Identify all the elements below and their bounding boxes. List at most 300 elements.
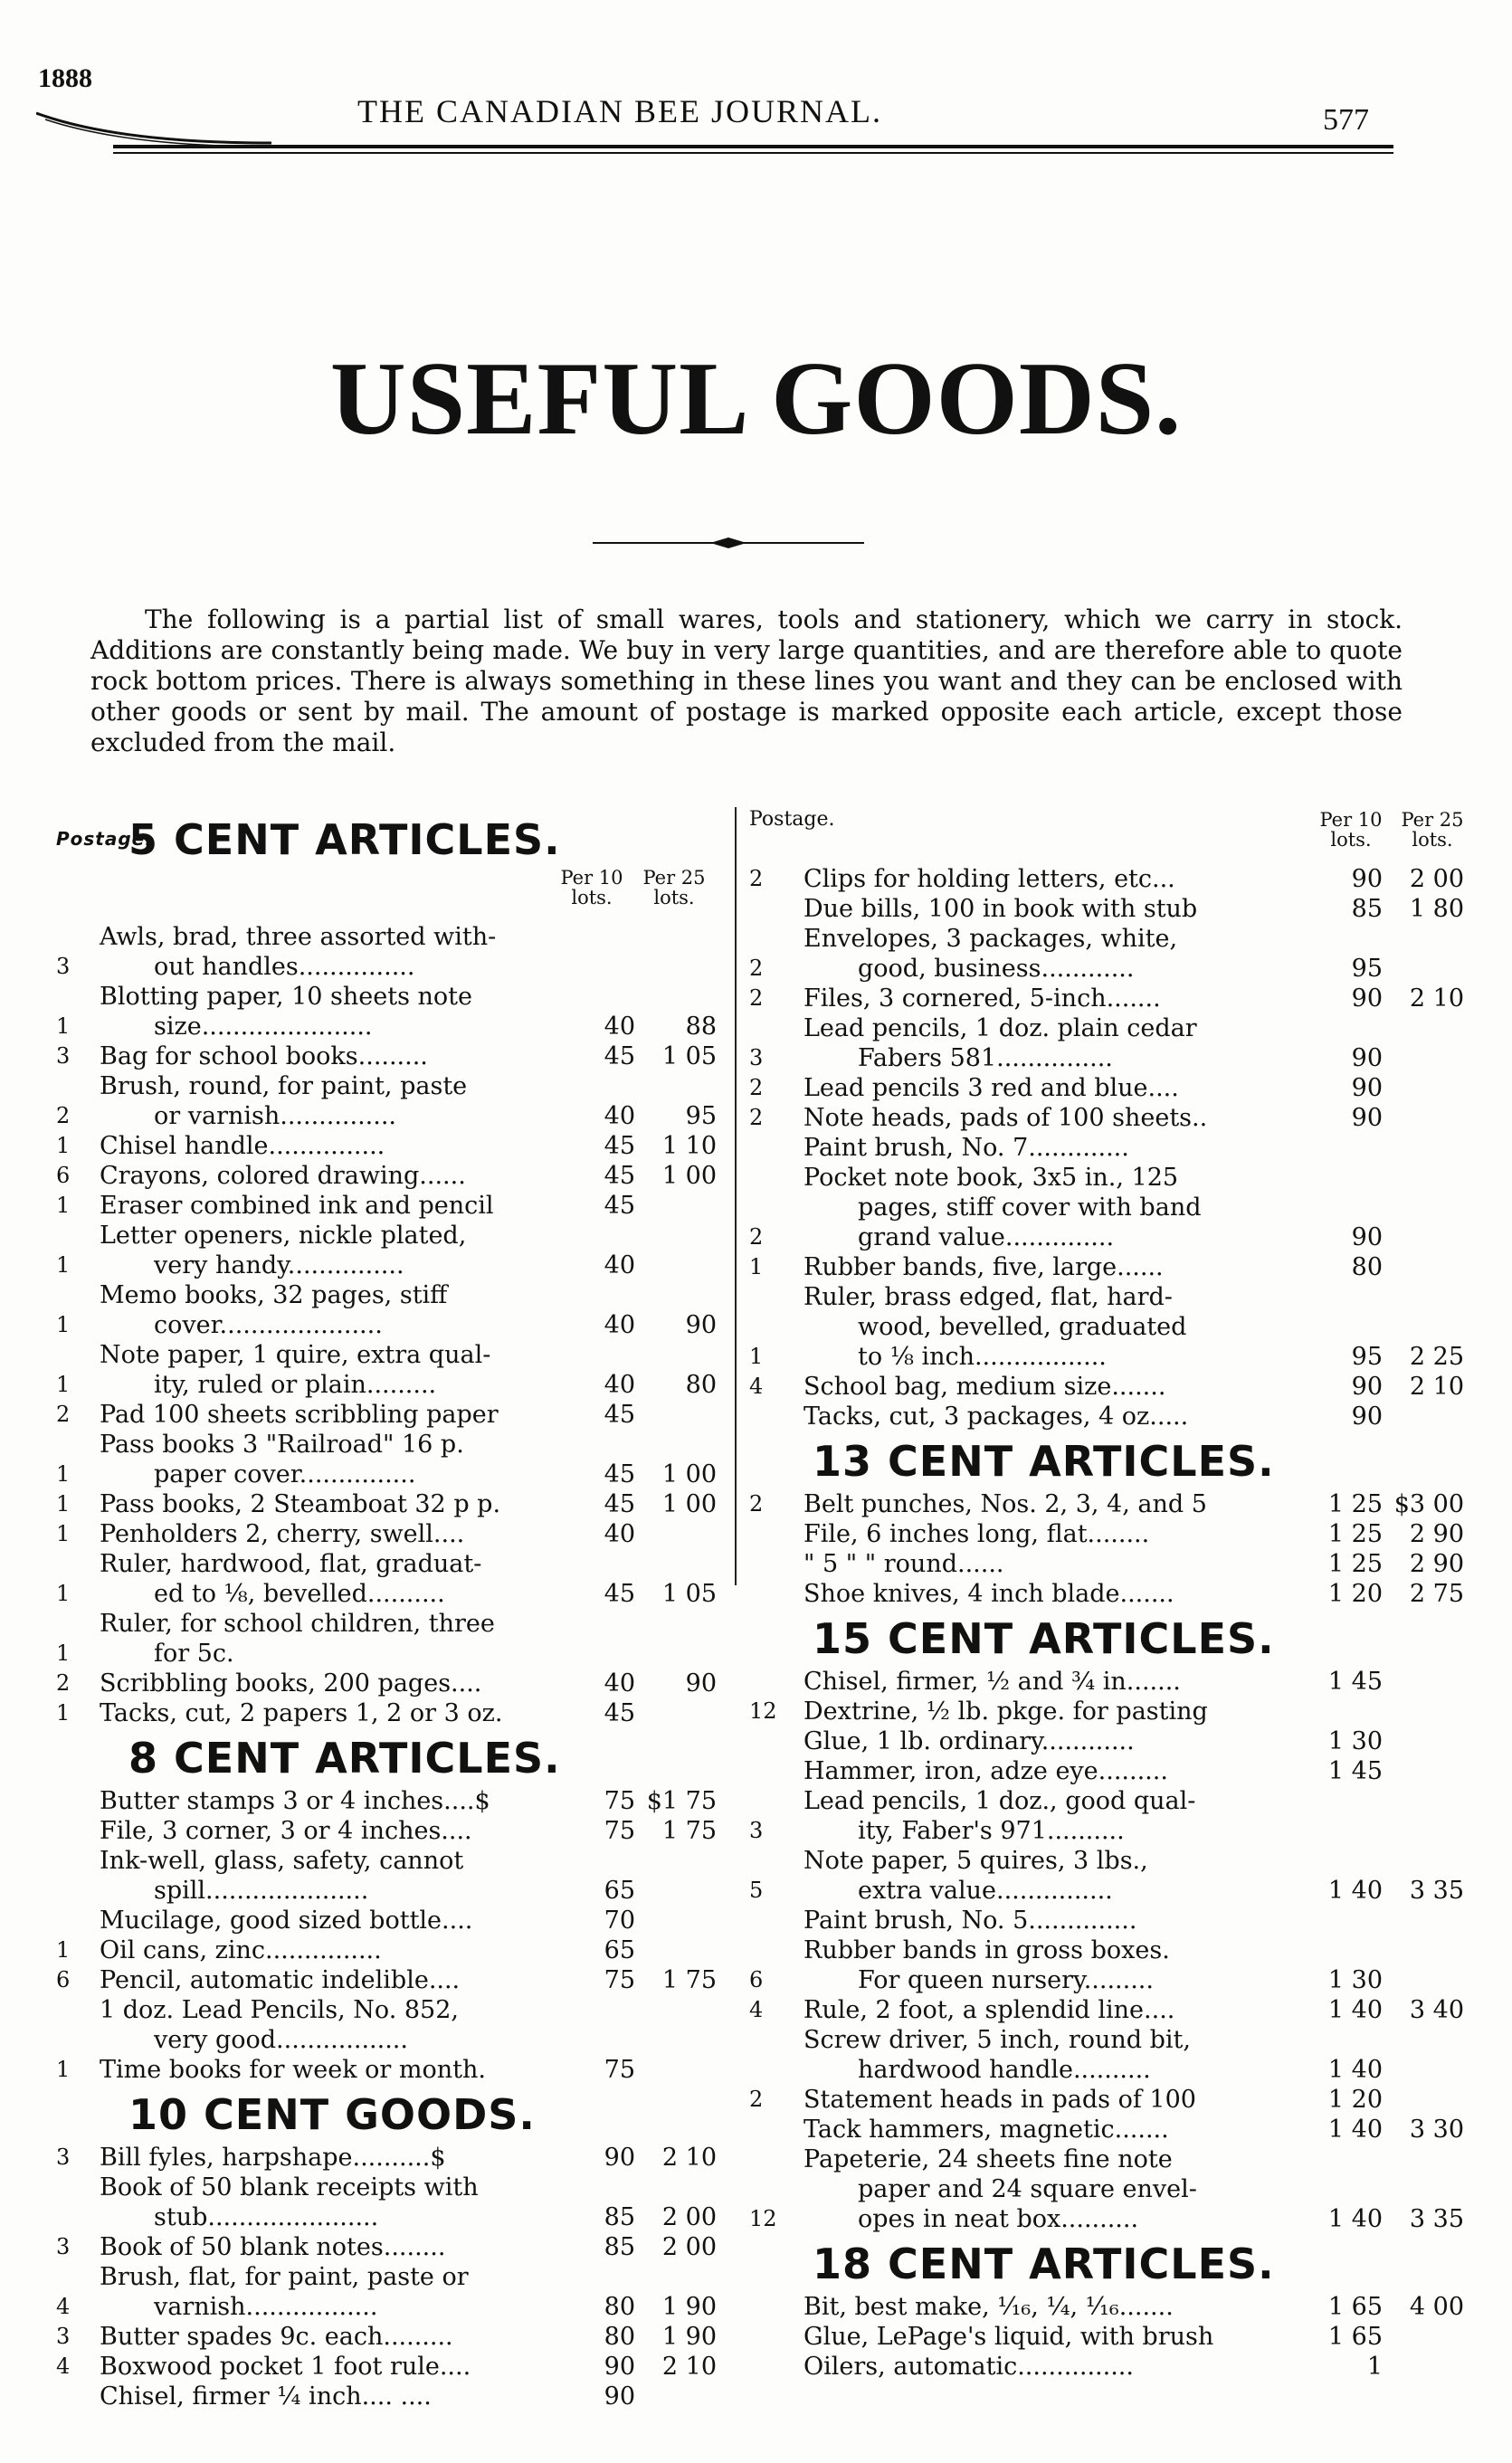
- item-text: Envelopes, 3 packages, white,: [804, 925, 1178, 953]
- postage-value: 2: [749, 1224, 764, 1250]
- item-text: " 5 " " round......: [804, 1550, 1004, 1578]
- list-item: [749, 1252, 1473, 1282]
- item-description: [804, 1103, 1310, 1133]
- price-per-10: 95: [1351, 955, 1383, 983]
- price-per-25: 1 00: [661, 1490, 717, 1518]
- list-item: [56, 2055, 726, 2085]
- item-text: Ruler, for school children, three: [100, 1610, 495, 1638]
- item-description: [804, 1697, 1310, 1726]
- list-5-cent: [56, 922, 726, 1728]
- postage-value: 3: [56, 2144, 71, 2170]
- list-item: [749, 1667, 1473, 1697]
- postage-value: 1: [56, 1521, 71, 1546]
- item-description: [100, 1906, 565, 1935]
- price-per-10: 90: [1351, 1223, 1383, 1251]
- item-text: Hammer, iron, adze eye.........: [804, 1757, 1168, 1785]
- price-per-25: 80: [685, 1371, 717, 1399]
- item-text: Letter openers, nickle plated,: [100, 1222, 467, 1250]
- list-item: [56, 1221, 726, 1280]
- postage-value: 2: [56, 1402, 71, 1427]
- item-description: [100, 1786, 565, 1816]
- price-per-25: 3 30: [1409, 2116, 1464, 2144]
- header-swoosh: [36, 109, 271, 145]
- postage-value: 1: [56, 1640, 71, 1666]
- item-description: [804, 2085, 1310, 2115]
- price-per-10: 1: [1366, 2353, 1383, 2381]
- item-description: [100, 1221, 565, 1280]
- item-text: Oil cans, zinc...............: [100, 1936, 382, 1964]
- item-text: Chisel, firmer ¼ inch.... ....: [100, 2382, 432, 2411]
- item-text: Ink-well, glass, safety, cannot: [100, 1847, 464, 1875]
- price-per-10: 85: [604, 2203, 635, 2231]
- list-item: [56, 1816, 726, 1846]
- price-per-10: 75: [604, 1787, 635, 1815]
- item-text: Eraser combined ink and pencil: [100, 1192, 494, 1220]
- item-text-continued: good, business............: [858, 955, 1135, 983]
- header-rule: [113, 145, 1393, 148]
- item-text: Awls, brad, three assorted with-: [100, 923, 497, 951]
- item-description: [100, 1609, 565, 1669]
- list-item: [56, 1549, 726, 1609]
- price-per-10: 1 40: [1327, 1877, 1383, 1905]
- item-text: Glue, 1 lb. ordinary............: [804, 1727, 1135, 1755]
- price-per-10: 1 45: [1327, 1668, 1383, 1696]
- item-text-continued: wood, bevelled, graduated: [858, 1313, 1187, 1341]
- item-description: [100, 1400, 565, 1430]
- postage-value: 1: [56, 1700, 71, 1726]
- item-description: [100, 1995, 565, 2055]
- price-per-10: 75: [604, 2056, 635, 2084]
- price-per-25: 1 00: [661, 1460, 717, 1488]
- list-item: [749, 1402, 1473, 1431]
- price-per-10: 75: [604, 1966, 635, 1994]
- list-item: [749, 1995, 1473, 2025]
- price-per-10: 40: [604, 1251, 635, 1279]
- list-item: [749, 1013, 1473, 1073]
- price-per-25: 2 00: [1409, 865, 1464, 893]
- header-year: 1888: [38, 63, 92, 93]
- price-per-10: 65: [604, 1936, 635, 1964]
- postage-value: 2: [749, 1491, 764, 1517]
- item-description: [100, 1131, 565, 1161]
- list-item: [749, 2292, 1473, 2322]
- item-text-continued: size......................: [154, 1013, 373, 1041]
- item-description: [100, 2143, 565, 2173]
- price-per-25: 2 00: [661, 2233, 717, 2261]
- item-text: Clips for holding letters, etc...: [804, 865, 1175, 893]
- item-description: [100, 1816, 565, 1846]
- list-item: [56, 1191, 726, 1221]
- postage-value: 1: [56, 1312, 71, 1337]
- list-item: [749, 2085, 1473, 2115]
- item-description: [804, 1372, 1310, 1402]
- list-item: [56, 2173, 726, 2232]
- postage-value: 1: [56, 1937, 71, 1963]
- per10-heading-right: Per 10 lots.: [1319, 809, 1383, 851]
- item-description: [804, 1549, 1310, 1579]
- postage-value: 12: [749, 1698, 777, 1724]
- price-per-10: 1 65: [1327, 2293, 1383, 2321]
- list-item: [56, 1846, 726, 1906]
- list-item: [749, 1163, 1473, 1252]
- item-text: Memo books, 32 pages, stiff: [100, 1281, 448, 1309]
- postage-value: 2: [749, 866, 764, 891]
- list-item: [749, 1579, 1473, 1609]
- item-description: [804, 894, 1310, 924]
- item-description: [100, 2382, 565, 2411]
- section-heading-18-cent: 18 CENT ARTICLES.: [813, 2240, 1275, 2288]
- item-description: [100, 2352, 565, 2382]
- item-text: Brush, round, for paint, paste: [100, 1072, 468, 1100]
- item-text-continued: paper and 24 square envel-: [858, 2175, 1197, 2203]
- section-heading-5-cent: Postage. 5 CENT ARTICLES.: [56, 815, 561, 864]
- item-description: [804, 864, 1310, 894]
- per25-heading: Per 25 lots.: [642, 867, 706, 908]
- list-item: [749, 1726, 1473, 1756]
- item-description: [804, 1252, 1310, 1282]
- item-description: [100, 1489, 565, 1519]
- list-item: [749, 894, 1473, 924]
- list-item: [56, 1400, 726, 1430]
- item-text-continued: ity, Faber's 971..........: [858, 1817, 1125, 1845]
- item-description: [804, 1013, 1310, 1073]
- item-description: [100, 1846, 565, 1906]
- price-per-25: 2 90: [1409, 1520, 1464, 1548]
- postage-value: 3: [56, 2234, 71, 2259]
- item-text: Dextrine, ½ lb. pkge. for pasting: [804, 1697, 1208, 1726]
- postage-value: 1: [56, 1372, 71, 1397]
- price-per-25: 1 90: [661, 2293, 717, 2321]
- header-rule-thin: [113, 152, 1393, 154]
- list-item: [749, 1073, 1473, 1103]
- postage-label-right: Postage.: [749, 808, 835, 831]
- price-per-10: 75: [604, 1817, 635, 1845]
- item-text: Pass books 3 "Railroad" 16 p.: [100, 1431, 464, 1459]
- list-item: [749, 1846, 1473, 1906]
- price-per-10: 90: [1351, 984, 1383, 1013]
- item-text: Rubber bands in gross boxes.: [804, 1936, 1170, 1964]
- postage-value: 3: [56, 954, 71, 979]
- item-description: [804, 2352, 1310, 2382]
- price-per-10: 45: [604, 1042, 635, 1070]
- list-8-cent: [56, 1786, 726, 2085]
- item-text: Book of 50 blank receipts with: [100, 2173, 479, 2201]
- column-divider: [735, 807, 737, 1585]
- price-per-10: 1 65: [1327, 2323, 1383, 2351]
- price-per-10: 45: [604, 1192, 635, 1220]
- page-title: USEFUL GOODS.: [329, 341, 1183, 457]
- list-item: [56, 1609, 726, 1669]
- item-text: Oilers, automatic...............: [804, 2353, 1134, 2381]
- list-misc: [749, 864, 1473, 1431]
- price-per-10: 90: [1351, 1074, 1383, 1102]
- item-text: Screw driver, 5 inch, round bit,: [804, 2026, 1191, 2054]
- price-per-10: 95: [1351, 1343, 1383, 1371]
- list-18-cent: [749, 2292, 1473, 2382]
- item-description: [100, 1935, 565, 1965]
- postage-value: 12: [749, 2206, 777, 2231]
- price-per-10: 45: [604, 1699, 635, 1727]
- page-number: 577: [1323, 103, 1369, 137]
- item-text: Pass books, 2 Steamboat 32 p p.: [100, 1490, 501, 1518]
- item-description: [100, 2262, 565, 2322]
- item-description: [804, 1726, 1310, 1756]
- list-item: [56, 2143, 726, 2173]
- list-item: [56, 1519, 726, 1549]
- list-13-cent: [749, 1489, 1473, 1609]
- postage-value: 6: [749, 1967, 764, 1992]
- price-per-10: 40: [604, 1013, 635, 1041]
- item-text: Blotting paper, 10 sheets note: [100, 983, 472, 1011]
- list-item: [56, 1906, 726, 1935]
- item-description: [100, 2055, 565, 2085]
- item-text: Mucilage, good sized bottle....: [100, 1907, 473, 1935]
- list-item: [749, 1103, 1473, 1133]
- item-text-continued: For queen nursery.........: [858, 1966, 1154, 1994]
- item-text: Tacks, cut, 2 papers 1, 2 or 3 oz.: [100, 1699, 503, 1727]
- item-text: Ruler, hardwood, flat, graduat-: [100, 1550, 482, 1578]
- section-heading-15-cent: 15 CENT ARTICLES.: [813, 1614, 1275, 1663]
- postage-value: 4: [749, 1997, 764, 2022]
- item-text: Scribbling books, 200 pages....: [100, 1669, 482, 1697]
- item-text: Chisel, firmer, ½ and ¾ in.......: [804, 1668, 1181, 1696]
- list-item: [56, 1669, 726, 1698]
- price-per-10: 1 25: [1327, 1520, 1383, 1548]
- item-text: Bill fyles, harpshape..........$: [100, 2144, 446, 2172]
- price-per-10: 90: [604, 2382, 635, 2411]
- postage-value: 6: [56, 1967, 71, 1992]
- item-text: Papeterie, 24 sheets fine note: [804, 2145, 1173, 2173]
- list-item: [749, 1786, 1473, 1846]
- item-text: Time books for week or month.: [100, 2056, 486, 2084]
- postage-value: 1: [56, 1581, 71, 1606]
- price-per-25: $3 00: [1393, 1490, 1464, 1518]
- postage-value: 6: [56, 1163, 71, 1188]
- price-per-10: 90: [1351, 1373, 1383, 1401]
- item-description: [100, 1519, 565, 1549]
- list-item: [749, 984, 1473, 1013]
- section-heading-8-cent: 8 CENT ARTICLES.: [128, 1734, 561, 1783]
- price-per-10: 1 25: [1327, 1550, 1383, 1578]
- item-text: Pocket note book, 3x5 in., 125: [804, 1164, 1179, 1192]
- list-item: [749, 1372, 1473, 1402]
- list-item: [56, 1161, 726, 1191]
- price-per-10: 80: [604, 2323, 635, 2351]
- price-per-10: 40: [604, 1371, 635, 1399]
- list-item: [749, 1756, 1473, 1786]
- item-description: [804, 1846, 1310, 1906]
- list-item: [56, 1131, 726, 1161]
- item-text: Butter spades 9c. each.........: [100, 2323, 453, 2351]
- item-text: Tacks, cut, 3 packages, 4 oz.....: [804, 1403, 1189, 1431]
- item-text: Rubber bands, five, large......: [804, 1253, 1164, 1281]
- postage-value: 4: [749, 1374, 764, 1399]
- list-item: [56, 2262, 726, 2322]
- price-per-10: 80: [1351, 1253, 1383, 1281]
- item-text: Shoe knives, 4 inch blade.......: [804, 1580, 1174, 1608]
- list-item: [749, 1489, 1473, 1519]
- list-10-cent: [56, 2143, 726, 2411]
- item-description: [100, 1161, 565, 1191]
- list-item: [56, 1935, 726, 1965]
- postage-value: 3: [749, 1818, 764, 1843]
- item-text: Paint brush, No. 7.............: [804, 1134, 1129, 1162]
- price-per-25: 4 00: [1409, 2293, 1464, 2321]
- list-item: [56, 1995, 726, 2055]
- intro-paragraph: The following is a partial list of small wares, tools and stationery, which we carry in stock. Additions are constantly being made. We buy in very large quantities, and are therefore able to quote rock bottom prices. There is always something in these lines you want and they can be enclosed with other goods or sent by mail. The amount of postage is marked opposite each article, except those excluded from the mail.: [90, 604, 1403, 757]
- per25-heading-right: Per 25 lots.: [1401, 809, 1464, 851]
- item-description: [804, 1995, 1310, 2025]
- list-item: [749, 1133, 1473, 1163]
- price-per-10: 90: [604, 2353, 635, 2381]
- postage-value: 4: [56, 2354, 71, 2379]
- item-description: [100, 1698, 565, 1728]
- price-per-25: 2 10: [661, 2144, 717, 2172]
- list-item: [56, 982, 726, 1041]
- item-description: [804, 2144, 1310, 2234]
- list-item: [749, 1906, 1473, 1935]
- item-description: [804, 1402, 1310, 1431]
- list-item: [56, 1280, 726, 1340]
- left-column: [56, 810, 726, 2411]
- list-item: [749, 2025, 1473, 2085]
- list-item: [749, 1935, 1473, 1995]
- item-text-continued: ed to ⅛, bevelled..........: [154, 1580, 445, 1608]
- price-per-25: 1 90: [661, 2323, 717, 2351]
- item-description: [100, 1191, 565, 1221]
- item-text: Bag for school books.........: [100, 1042, 428, 1070]
- item-description: [804, 1667, 1310, 1697]
- item-text: Chisel handle...............: [100, 1132, 385, 1160]
- item-text-continued: stub......................: [154, 2203, 379, 2231]
- item-text-continued: very handy...............: [154, 1251, 404, 1279]
- item-text: Lead pencils 3 red and blue....: [804, 1074, 1179, 1102]
- price-per-10: 65: [604, 1877, 635, 1905]
- price-per-10: 90: [604, 2144, 635, 2172]
- item-description: [100, 922, 565, 982]
- price-per-25: 2 10: [1409, 1373, 1464, 1401]
- price-per-25: 1 80: [1409, 895, 1464, 923]
- price-per-10: 45: [604, 1460, 635, 1488]
- item-text-continued: grand value..............: [858, 1223, 1115, 1251]
- postage-value: 3: [56, 1043, 71, 1069]
- item-description: [804, 924, 1310, 984]
- journal-title: THE CANADIAN BEE JOURNAL.: [357, 93, 882, 129]
- postage-value: 1: [56, 1013, 71, 1039]
- item-text: Files, 3 cornered, 5-inch.......: [804, 984, 1161, 1013]
- price-per-10: 80: [604, 2293, 635, 2321]
- price-per-25: 1 05: [661, 1042, 717, 1070]
- item-description: [804, 1133, 1310, 1163]
- item-description: [100, 1669, 565, 1698]
- item-description: [804, 1519, 1310, 1549]
- item-text: Book of 50 blank notes........: [100, 2233, 446, 2261]
- item-description: [804, 2115, 1310, 2144]
- postage-value: 3: [56, 2324, 71, 2349]
- column-headings: [56, 868, 726, 922]
- postage-value: 1: [56, 1461, 71, 1487]
- item-text: Paint brush, No. 5..............: [804, 1907, 1137, 1935]
- item-description: [804, 1282, 1310, 1372]
- postage-value: 1: [56, 2057, 71, 2082]
- list-item: [56, 1430, 726, 1489]
- price-per-25: 1 05: [661, 1580, 717, 1608]
- item-text: Boxwood pocket 1 foot rule....: [100, 2353, 471, 2381]
- price-per-10: 90: [1351, 1403, 1383, 1431]
- price-per-10: 1 30: [1327, 1727, 1383, 1755]
- price-per-10: 45: [604, 1132, 635, 1160]
- postage-value: 2: [749, 985, 764, 1011]
- item-text: File, 3 corner, 3 or 4 inches....: [100, 1817, 472, 1845]
- item-text: Ruler, brass edged, flat, hard-: [804, 1283, 1173, 1311]
- price-per-25: $1 75: [646, 1787, 717, 1815]
- list-item: [56, 1489, 726, 1519]
- item-text: Note heads, pads of 100 sheets..: [804, 1104, 1208, 1132]
- item-text: Statement heads in pads of 100: [804, 2086, 1196, 2114]
- item-text: Note paper, 5 quires, 3 lbs.,: [804, 1847, 1148, 1875]
- item-text-continued: out handles...............: [154, 953, 415, 981]
- postage-value: 2: [749, 956, 764, 981]
- list-item: [749, 1697, 1473, 1726]
- item-text-continued: ity, ruled or plain.........: [154, 1371, 437, 1399]
- item-description: [100, 1965, 565, 1995]
- price-per-10: 45: [604, 1162, 635, 1190]
- list-item: [749, 1519, 1473, 1549]
- postage-value: 1: [56, 1193, 71, 1218]
- list-15-cent: [749, 1667, 1473, 2234]
- item-text: School bag, medium size.......: [804, 1373, 1166, 1401]
- postage-value: 2: [749, 1105, 764, 1130]
- item-description: [100, 1340, 565, 1400]
- price-per-10: 1 45: [1327, 1757, 1383, 1785]
- price-per-25: 90: [685, 1311, 717, 1339]
- price-per-25: 2 90: [1409, 1550, 1464, 1578]
- item-text: Note paper, 1 quire, extra qual-: [100, 1341, 491, 1369]
- price-per-25: 3 35: [1409, 1877, 1464, 1905]
- list-item: [749, 864, 1473, 894]
- price-per-25: 95: [685, 1102, 717, 1130]
- list-item: [56, 2232, 726, 2262]
- price-per-25: 1 75: [661, 1966, 717, 1994]
- item-description: [100, 2173, 565, 2232]
- price-per-10: 40: [604, 1311, 635, 1339]
- list-item: [56, 2322, 726, 2352]
- item-text: Penholders 2, cherry, swell....: [100, 1520, 465, 1548]
- postage-value: 5: [749, 1878, 764, 1903]
- price-per-25: 90: [685, 1669, 717, 1697]
- item-text: Lead pencils, 1 doz., good qual-: [804, 1787, 1196, 1815]
- postage-label: Postage.: [56, 828, 153, 850]
- price-per-10: 1 40: [1327, 2205, 1383, 2233]
- item-text-continued: Fabers 581...............: [858, 1044, 1113, 1072]
- list-item: [749, 2352, 1473, 2382]
- item-description: [804, 1579, 1310, 1609]
- section-heading-10-cent: 10 CENT GOODS.: [128, 2090, 536, 2139]
- price-per-10: 1 40: [1327, 2116, 1383, 2144]
- list-item: [749, 2144, 1473, 2234]
- item-text: Tack hammers, magnetic.......: [804, 2116, 1169, 2144]
- price-per-10: 90: [1351, 865, 1383, 893]
- item-description: [804, 1489, 1310, 1519]
- item-text-continued: spill.....................: [154, 1877, 369, 1905]
- item-description: [804, 2322, 1310, 2352]
- list-item: [749, 1282, 1473, 1372]
- item-description: [804, 1163, 1310, 1252]
- per10-heading: Per 10 lots.: [560, 867, 623, 908]
- list-item: [56, 2382, 726, 2411]
- price-per-25: 3 40: [1409, 1996, 1464, 2024]
- price-per-25: 2 75: [1409, 1580, 1464, 1608]
